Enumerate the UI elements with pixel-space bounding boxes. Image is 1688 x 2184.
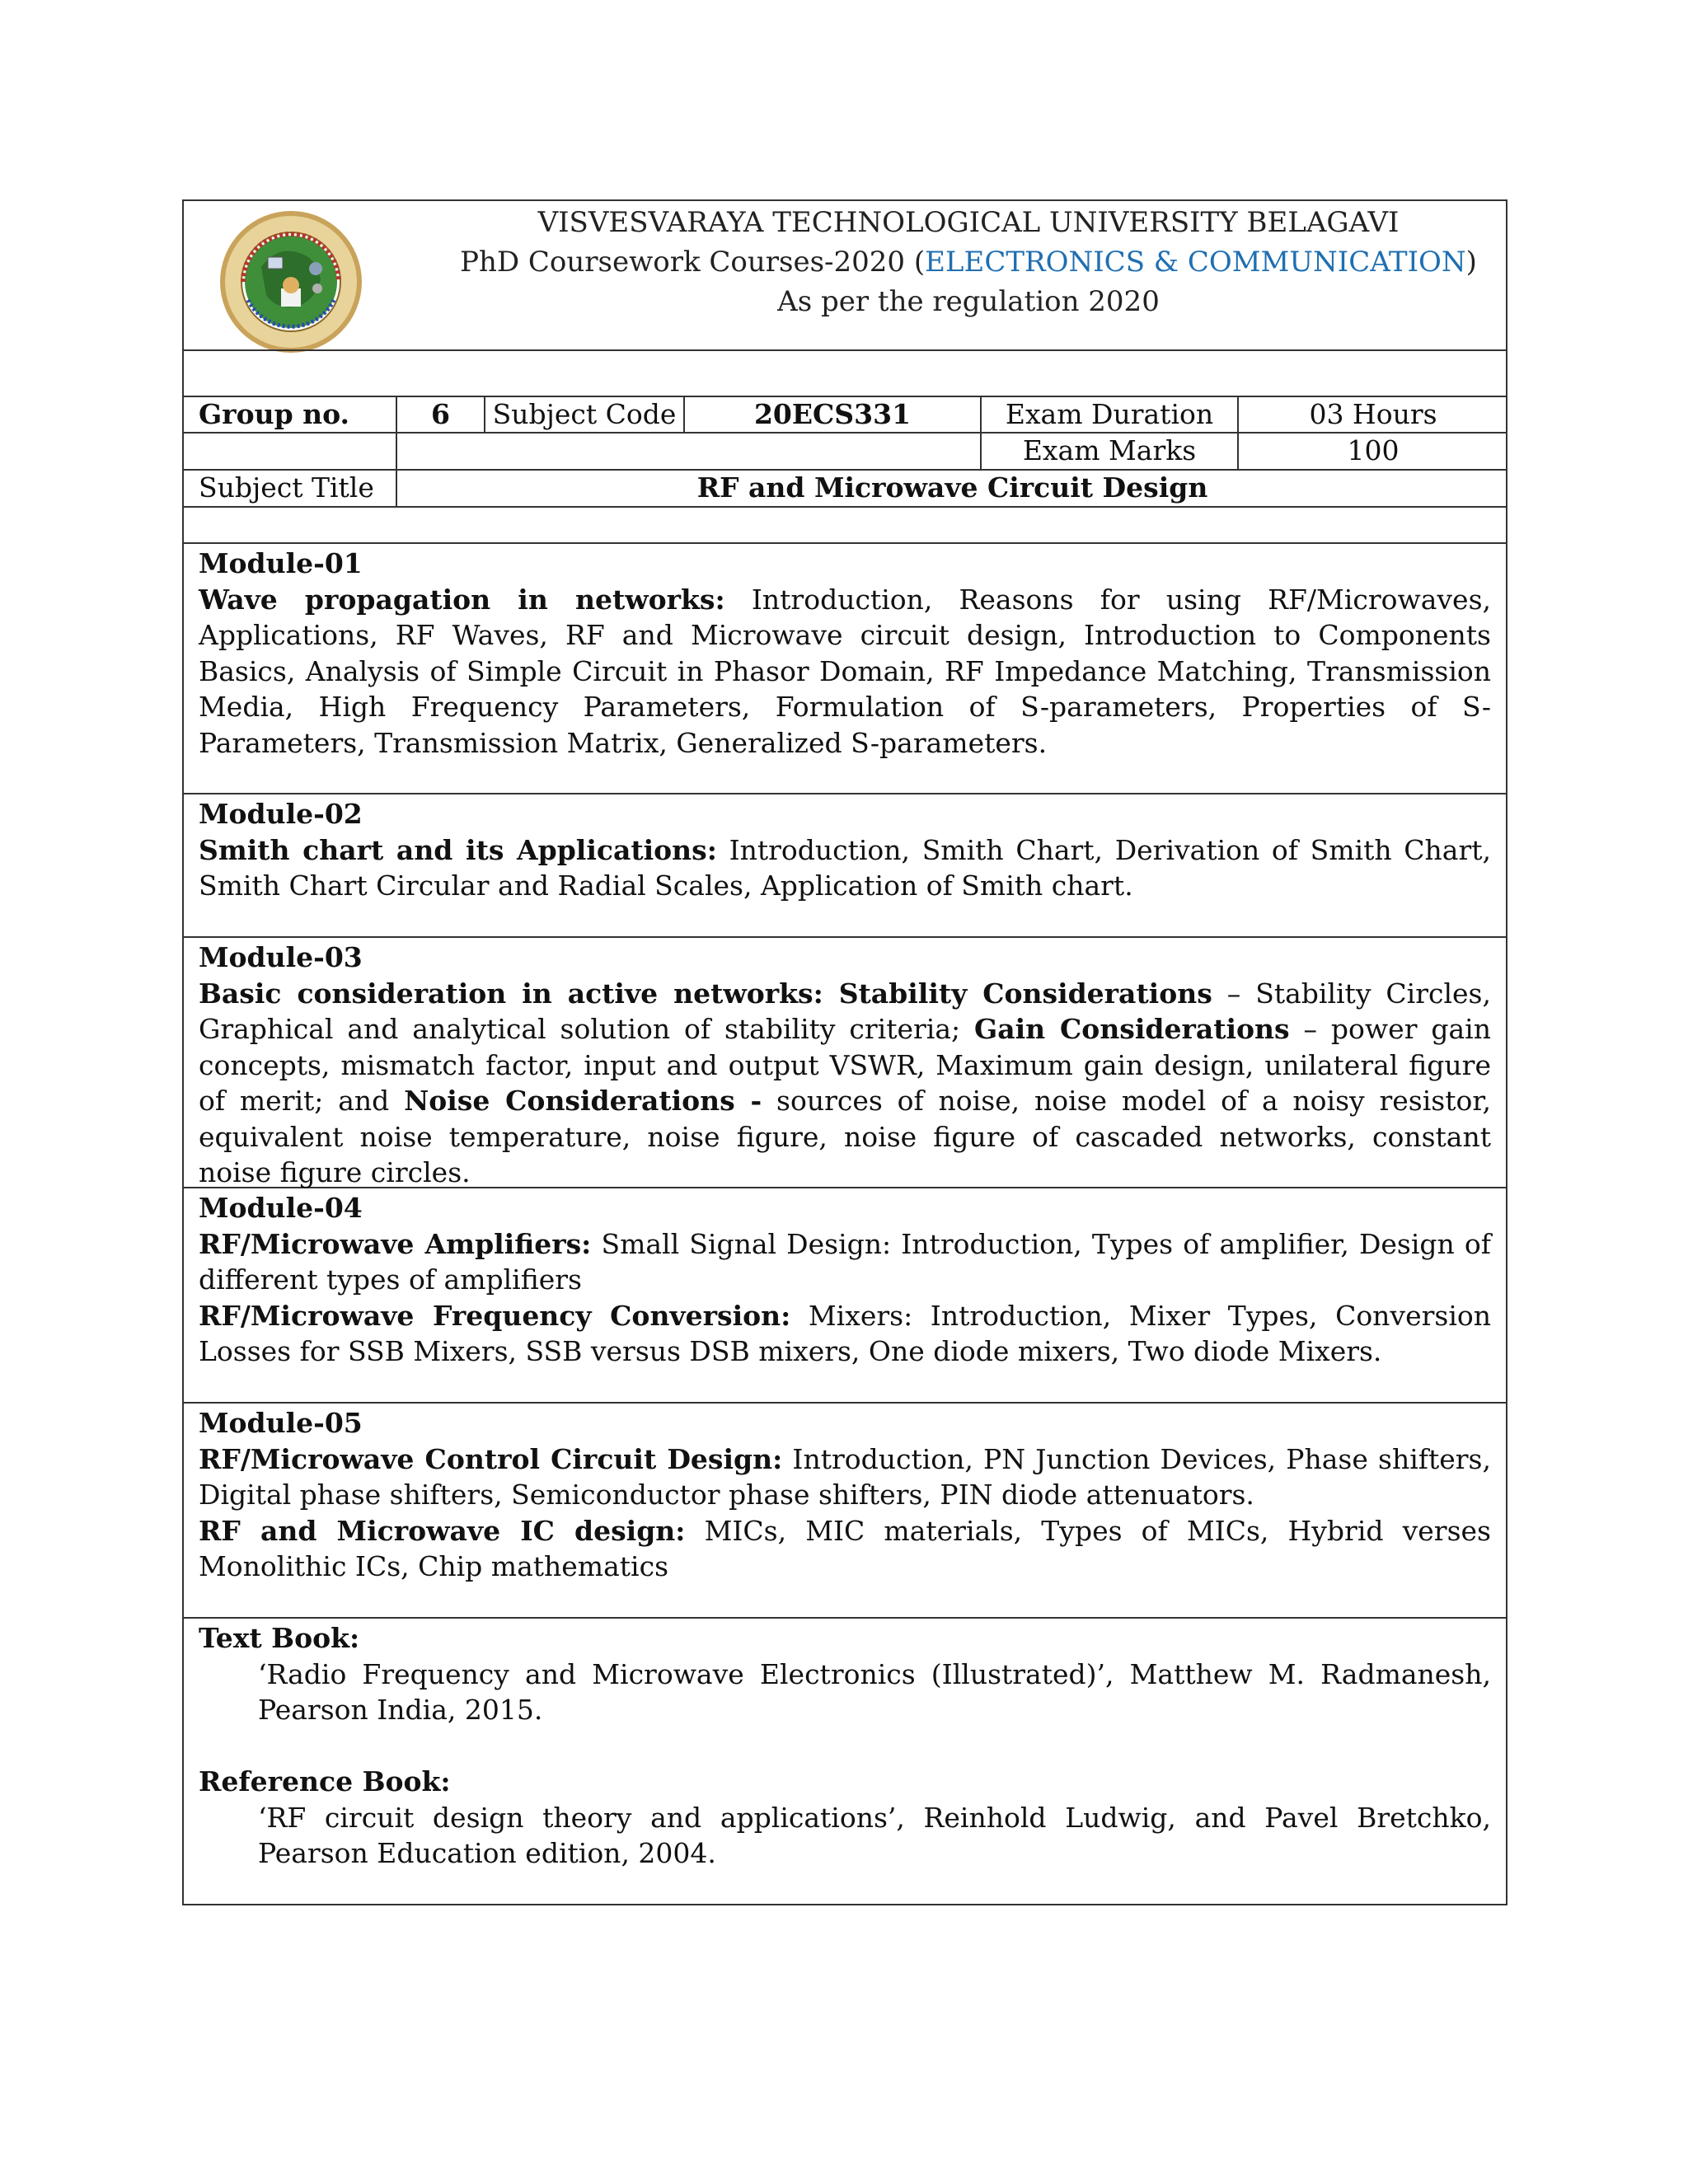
module-title: Module-01	[199, 547, 363, 579]
module-04	[199, 1190, 1491, 1370]
reference-book: ‘RF circuit design theory and applications’, Reinhold Ludwig, and Pavel Bretchko, Pearson Education edition, 2004.	[258, 1801, 1491, 1869]
text-book: ‘Radio Frequency and Microwave Electronics (Illustrated)’, Matthew M. Radmanesh, Pearson India, 2015.	[258, 1657, 1491, 1726]
module-content: Basic consideration in active networks: Stability Considerations – Stability Circles, Graphical and analytical solution of stability criteria; Gain Considerations – power gain concepts, mismatch factor, input and output VSWR, Maximum gain design, unilateral figure of merit; and Noise Considerations - sources of noise, noise model of a noisy resistor, equivalent noise temperature, noise figure, noise figure of cascaded networks, constant noise figure circles.	[199, 977, 1491, 1188]
module-05	[199, 1405, 1491, 1585]
module-content: RF/Microwave Control Circuit Design: Introduction, PN Junction Devices, Phase shifters, Digital phase shifters, Semiconductor phase shifters, PIN diode attenuators.	[199, 1442, 1491, 1511]
module-content: Wave propagation in networks: Introduction, Reasons for using RF/Microwaves, Applications, RF Waves, RF and Microwave circuit design, Introduction to Components Basics, Analysis of Simple Circuit in Phasor Domain, RF Impedance Matching, Transmission Media, High Frequency Parameters, Formulation of S-parameters, Properties of S-Parameters, Transmission Matrix, Generalized S-parameters.	[199, 583, 1491, 759]
university-logo-icon	[218, 209, 363, 354]
module-02	[199, 796, 1491, 904]
module-title: Module-04	[199, 1192, 363, 1224]
exam-duration-label: Exam Duration	[1005, 398, 1214, 430]
module-content: RF/Microwave Amplifiers: Small Signal Design: Introduction, Types of amplifier, Design of different types of amplifiers	[199, 1227, 1492, 1296]
module-title: Module-03	[199, 941, 363, 973]
subject-code-label: Subject Code	[492, 398, 677, 430]
subject-code-value: 20ECS331	[753, 398, 912, 430]
text-book-label: Text Book:	[199, 1622, 360, 1654]
course-line: PhD Coursework Courses-2020 (ELECTRONICS & COMMUNICATION)	[460, 246, 1477, 279]
module-content: RF/Microwave Frequency Conversion: Mixers: Introduction, Mixer Types, Conversion Losses for SSB Mixers, SSB versus DSB mixers, One diode mixers, Two diode Mixers.	[199, 1299, 1491, 1367]
group-value: 6	[431, 398, 450, 430]
regulation-line: As per the regulation 2020	[777, 285, 1160, 318]
document-header	[431, 203, 1506, 321]
reference-book-label: Reference Book:	[199, 1765, 451, 1797]
module-title: Module-05	[199, 1407, 363, 1439]
university-name: VISVESVARAYA TECHNOLOGICAL UNIVERSITY BELAGAVI	[537, 206, 1400, 239]
module-01	[199, 546, 1491, 761]
department-name: ELECTRONICS & COMMUNICATION	[925, 246, 1466, 279]
module-03	[199, 940, 1491, 1191]
exam-duration-value: 03 Hours	[1309, 398, 1437, 430]
syllabus-frame	[182, 199, 1507, 1905]
module-content: Smith chart and its Applications: Introduction, Smith Chart, Derivation of Smith Chart, Smith Chart Circular and Radial Scales, Application of Smith chart.	[199, 833, 1491, 902]
exam-marks-label: Exam Marks	[1022, 434, 1197, 466]
exam-marks-value: 100	[1347, 434, 1400, 466]
subject-title-value: RF and Microwave Circuit Design	[696, 471, 1208, 504]
module-title: Module-02	[199, 798, 363, 830]
books-section	[199, 1620, 1491, 1872]
module-content: RF and Microwave IC design: MICs, MIC materials, Types of MICs, Hybrid verses Monolithic ICs, Chip mathematics	[199, 1514, 1491, 1582]
subject-title-label: Subject Title	[199, 471, 374, 504]
group-label: Group no.	[199, 398, 350, 430]
